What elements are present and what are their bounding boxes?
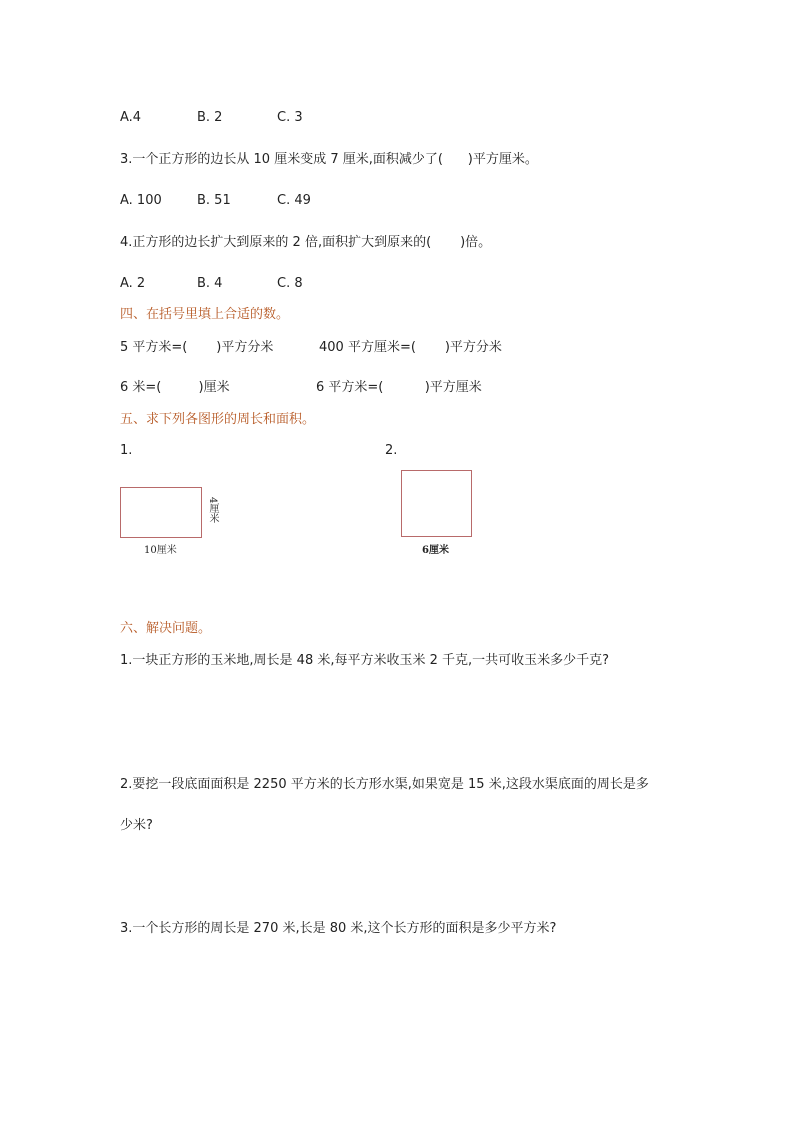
q3-option-a: A. 100 xyxy=(120,193,162,208)
q2-option-a: A.4 xyxy=(120,110,142,125)
figure1-rectangle xyxy=(120,487,202,538)
figure1-width-label: 10厘米 xyxy=(144,545,177,556)
q4-text: 4.正方形的边长扩大到原来的 2 倍,面积扩大到原来的( )倍。 xyxy=(120,235,492,250)
q4-option-b: B. 4 xyxy=(197,276,223,291)
section5-title: 五、求下列各图形的周长和面积。 xyxy=(120,412,316,427)
q3-text: 3.一个正方形的边长从 10 厘米变成 7 厘米,面积减少了( )平方厘米。 xyxy=(120,152,538,167)
q4-option-a: A. 2 xyxy=(120,276,146,291)
figure2-square xyxy=(401,470,472,537)
section4-row1-right: 400 平方厘米=( )平方分米 xyxy=(319,340,502,355)
q3-option-c: C. 49 xyxy=(277,193,311,208)
q2-option-b: B. 2 xyxy=(197,110,223,125)
section4-row2-right: 6 平方米=( )平方厘米 xyxy=(316,380,482,395)
figure1-number: 1. xyxy=(120,443,133,458)
figure2-side-label: 6厘米 xyxy=(422,545,449,556)
problem1-text: 1.一块正方形的玉米地,周长是 48 米,每平方米收玉米 2 千克,一共可收玉米多少千克? xyxy=(120,653,610,668)
problem2-text-line1: 2.要挖一段底面面积是 2250 平方米的长方形水渠,如果宽是 15 米,这段水渠底面的周长是多 xyxy=(120,777,649,792)
section4-row1-left: 5 平方米=( )平方分米 xyxy=(120,340,274,355)
figure2-number: 2. xyxy=(385,443,398,458)
figure1-height-label: 4厘米 xyxy=(207,497,218,524)
q3-option-b: B. 51 xyxy=(197,193,231,208)
problem3-text: 3.一个长方形的周长是 270 米,长是 80 米,这个长方形的面积是多少平方米? xyxy=(120,921,557,936)
section6-title: 六、解决问题。 xyxy=(120,621,212,636)
section4-row2-left: 6 米=( )厘米 xyxy=(120,380,230,395)
q4-option-c: C. 8 xyxy=(277,276,303,291)
q2-option-c: C. 3 xyxy=(277,110,303,125)
problem2-text-line2: 少米? xyxy=(120,818,153,833)
section4-title: 四、在括号里填上合适的数。 xyxy=(120,307,290,322)
